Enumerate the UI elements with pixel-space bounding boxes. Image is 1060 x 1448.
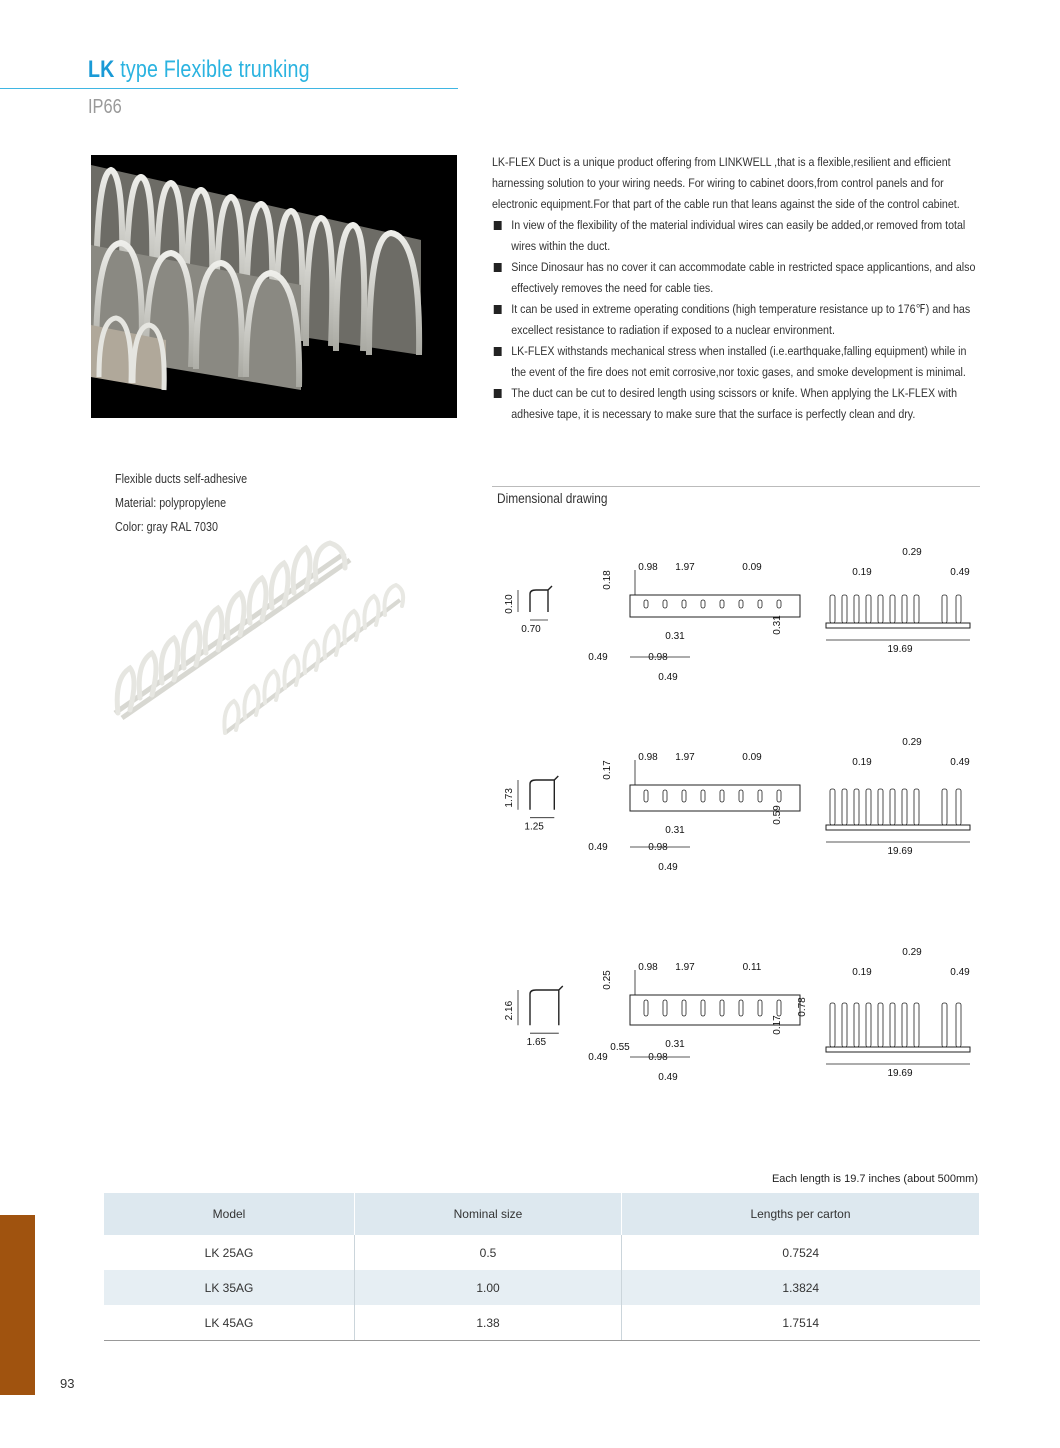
white-trunking-illustration [100,538,430,748]
dimension-label: 0.49 [588,842,608,853]
dimension-label: 0.49 [658,672,678,683]
dimension-label: 0.98 [638,962,658,973]
dimension-label: 1.65 [526,1037,547,1049]
slot [682,1000,686,1016]
trunking-illustration [91,155,457,418]
profile-outline [530,776,558,810]
cell-size: 0.5 [355,1235,622,1270]
comb-finger [866,789,871,825]
dimension-label: 1.25 [524,821,544,833]
feature-item: In view of the flexibility of the material individual wires can easily be added,or removed from total wires within the duct. [492,215,982,257]
slot [720,790,724,802]
table-row [104,1305,980,1341]
dimension-label: 0.49 [950,967,970,978]
slot [663,600,667,608]
comb-finger [830,595,835,623]
comb-finger [866,595,871,623]
dimensional-drawings [490,540,990,1100]
slot [663,1000,667,1016]
dimension-label: 0.19 [852,967,872,978]
cell-lengths: 0.7524 [622,1235,980,1270]
comb-base [826,825,970,830]
slot [720,600,724,608]
dimension-label: 0.25 [602,970,613,990]
dimension-label: 0.78 [797,997,808,1017]
cell-size: 1.38 [355,1305,622,1341]
comb-finger [878,595,883,623]
dimension-label: 0.29 [902,547,922,558]
slot [739,600,743,608]
table-header-row [104,1193,980,1235]
profile-outline [530,586,552,612]
front-view-outline [630,595,800,617]
dimension-label: 19.69 [887,846,913,857]
dimension-label: 1.97 [675,962,695,973]
comb-base [826,623,970,628]
dimension-label: 0.70 [521,624,541,635]
comb-finger [854,789,859,825]
slot [777,600,781,608]
comb-finger [890,595,895,623]
dimension-label: 0.59 [772,805,783,825]
comb-finger [878,1003,883,1047]
dimension-label: 0.17 [772,1015,783,1035]
comb-finger [842,595,847,623]
column-header-lengths: Lengths per carton [622,1193,980,1235]
side-color-bar [0,1215,35,1395]
caption-type: Flexible ducts self-adhesive [115,472,248,486]
feature-item: It can be used in extreme operating conditions (high temperature resistance up to 176℉) and has excellect resistance to radiation if exposed to a nuclear environment. [492,299,982,341]
dimensional-title: Dimensional drawing [497,490,608,506]
comb-finger [956,1003,961,1047]
product-captions [115,467,247,539]
product-photo-dark [91,155,457,418]
slot [644,1000,648,1016]
comb-finger [956,595,961,623]
dimension-label: 0.11 [742,962,762,973]
comb-finger [956,789,961,825]
dimension-label: 0.49 [658,862,678,873]
dimension-label: 0.31 [665,1039,685,1050]
slot [663,790,667,802]
dimension-label: 0.10 [504,594,515,614]
dimension-label: 0.09 [742,752,762,763]
slot [720,1000,724,1016]
dimension-label: 2.16 [504,1000,515,1021]
dimension-label: 19.69 [887,1068,913,1079]
dimension-label: 0.98 [648,1052,668,1063]
slot [739,1000,743,1016]
comb-finger [902,789,907,825]
slot [701,790,705,802]
profile-outline [530,986,563,1025]
dimension-label: 0.19 [852,567,872,578]
page-number: 93 [60,1376,75,1391]
comb-finger [914,789,919,825]
cell-lengths: 1.7514 [622,1305,980,1341]
cell-model: LK 25AG [204,1245,254,1260]
column-header-size: Nominal size [355,1193,622,1235]
slot [682,600,686,608]
dimension-label: 0.31 [665,631,685,642]
dimension-label: 1.73 [504,788,515,808]
feature-item: LK-FLEX withstands mechanical stress when installed (i.e.earthquake,falling equipment) while in the event of the fire does not emit corrosive,nor toxic gases, and smoke development is minimal. [492,341,982,383]
caption-color: Color: gray RAL 7030 [115,520,218,534]
dimension-label: 0.09 [742,562,762,573]
table-row [104,1270,980,1305]
dimension-label: 0.31 [772,615,783,635]
comb-finger [942,595,947,623]
slot [644,790,648,802]
cell-size: 1.00 [355,1270,622,1305]
title-text: type Flexible trunking [114,56,310,83]
comb-finger [890,1003,895,1047]
slot [777,790,781,802]
dimension-label: 1.97 [675,562,695,573]
comb-finger [914,1003,919,1047]
slot [644,600,648,608]
page-subtitle: IP66 [88,96,122,118]
comb-finger [914,595,919,623]
feature-item: Since Dinosaur has no cover it can accommodate cable in restricted space applicantions, and also effectively removes the need for cable ties. [492,257,982,299]
dimensional-divider [492,486,980,487]
comb-finger [830,1003,835,1047]
table-row [104,1235,980,1270]
dimension-label: 19.69 [887,644,913,655]
comb-finger [842,789,847,825]
slot [758,1000,762,1016]
comb-finger [878,789,883,825]
slot [758,600,762,608]
title-divider [0,88,458,89]
slot [682,790,686,802]
product-photo-white [100,538,430,748]
comb-finger [890,789,895,825]
dimension-label: 0.49 [950,757,970,768]
comb-finger [942,789,947,825]
comb-base [826,1047,970,1052]
caption-material: Material: polypropylene [115,496,227,510]
feature-item: The duct can be cut to desired length using scissors or knife. When applying the LK-FLEX with adhesive tape, it is necessary to make sure that the surface is perfectly clean and dry. [492,383,982,425]
intro-paragraph: LK-FLEX Duct is a unique product offering from LINKWELL ,that is a flexible,resilient and efficient harnessing solution to your wiring needs. For wiring to cabinet doors,from control panels and for electronic equipment.For that part of the cable run that leans against the side of the control cabinet. [492,155,960,211]
dimension-label: 0.98 [638,752,658,763]
slot [739,790,743,802]
comb-finger [842,1003,847,1047]
comb-finger [830,789,835,825]
dimension-label: 0.98 [648,652,668,663]
comb-finger [902,595,907,623]
product-description [492,152,982,425]
spec-table [104,1193,980,1341]
cell-lengths: 1.3824 [622,1270,980,1305]
dimension-label: 0.98 [638,562,658,573]
slot [758,790,762,802]
comb-finger [866,1003,871,1047]
comb-finger [942,1003,947,1047]
slot [701,600,705,608]
dimension-label: 1.97 [675,752,695,763]
comb-finger [854,1003,859,1047]
slot [777,1000,781,1016]
dimension-label: 0.29 [902,947,922,958]
page-title [88,56,310,84]
column-header-model: Model [104,1193,355,1235]
dimension-label: 0.49 [658,1072,678,1083]
length-note: Each length is 19.7 inches (about 500mm) [771,1173,978,1185]
dimension-label: 0.49 [588,652,608,663]
dimension-label: 0.31 [665,825,685,836]
dimension-label: 0.49 [950,567,970,578]
dimension-label: 0.29 [902,737,922,748]
dimension-label: 0.55 [610,1042,630,1053]
title-prefix: LK [88,56,115,83]
comb-finger [854,595,859,623]
cell-model: LK 35AG [104,1270,355,1305]
dimension-label: 0.98 [648,842,668,853]
slot [701,1000,705,1016]
dimension-label: 0.49 [588,1052,608,1063]
dimension-label: 0.19 [852,757,872,768]
feature-list [492,215,982,425]
cell-model: LK 45AG [104,1305,355,1341]
comb-finger [902,1003,907,1047]
dimension-label: 0.17 [602,760,613,780]
dimension-label: 0.18 [602,570,613,590]
